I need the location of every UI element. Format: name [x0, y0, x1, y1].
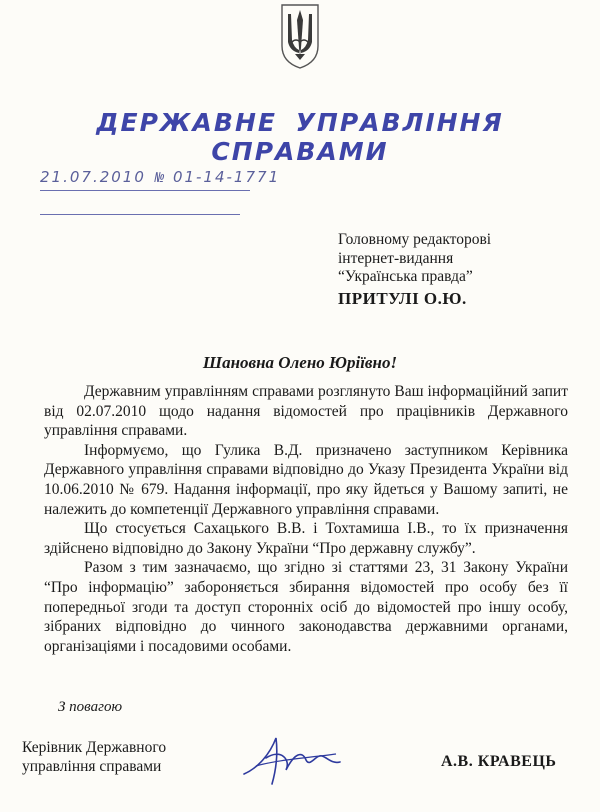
regards-line: З повагою — [58, 699, 123, 715]
recipient-line: “Українська правда” — [338, 268, 473, 285]
agency-title: ДЕРЖАВНЕ УПРАВЛІННЯ СПРАВАМИ — [96, 108, 504, 166]
recipient-line: інтернет-видання — [338, 249, 454, 267]
signer-name: А.В. КРАВЕЦЬ — [441, 753, 557, 770]
reference-underline — [40, 214, 240, 215]
document-number: 01-14-1771 — [172, 168, 281, 186]
position-line: Керівник Державного — [22, 739, 167, 756]
letter-body — [44, 382, 568, 656]
signer-position — [22, 738, 166, 776]
body-paragraph: Разом з тим зазначаємо, що згідно зі статтями 23, 31 Закону України “Про інформацію” забороняється збирання відомостей про особу без її попередньої згоди та доступ сторонніх осіб до відомостей про іншу особу, зібраних відповідно до чинного законодавства державними органами, організаціями і посадовими особами. — [44, 559, 568, 655]
number-label: № — [154, 170, 164, 187]
document-date: 21.07.2010 — [40, 168, 146, 186]
coat-of-arms-emblem — [279, 2, 321, 70]
position-line: управління справами — [22, 758, 162, 775]
body-paragraph: Що стосується Сахацького В.В. і Тохтамиша І.В., то їх призначення здійснено відповідно до Закону України “Про державну службу”. — [44, 520, 568, 557]
recipient-block — [338, 231, 491, 308]
body-paragraph: Державним управлінням справами розглянуто Ваш інформаційний запит від 02.07.2010 щодо надання відомостей про працівників Державного управління справами. — [44, 383, 568, 440]
registration-underline — [40, 190, 250, 191]
handwritten-signature — [236, 724, 346, 790]
registration-line — [40, 168, 280, 187]
salutation: Шановна Олено Юріївно! — [202, 353, 398, 372]
recipient-line: Головному редакторові — [338, 231, 492, 248]
body-paragraph: Інформуємо, що Гулика В.Д. призначено заступником Керівника Державного управління справами відповідно до Указу Президента України від 10.06.2010 № 679. Надання інформації, про яку йдеться у Вашому запиті, не належить до компетенції Державного управління справами. — [44, 441, 568, 518]
recipient-name: ПРИТУЛІ О.Ю. — [338, 288, 467, 308]
